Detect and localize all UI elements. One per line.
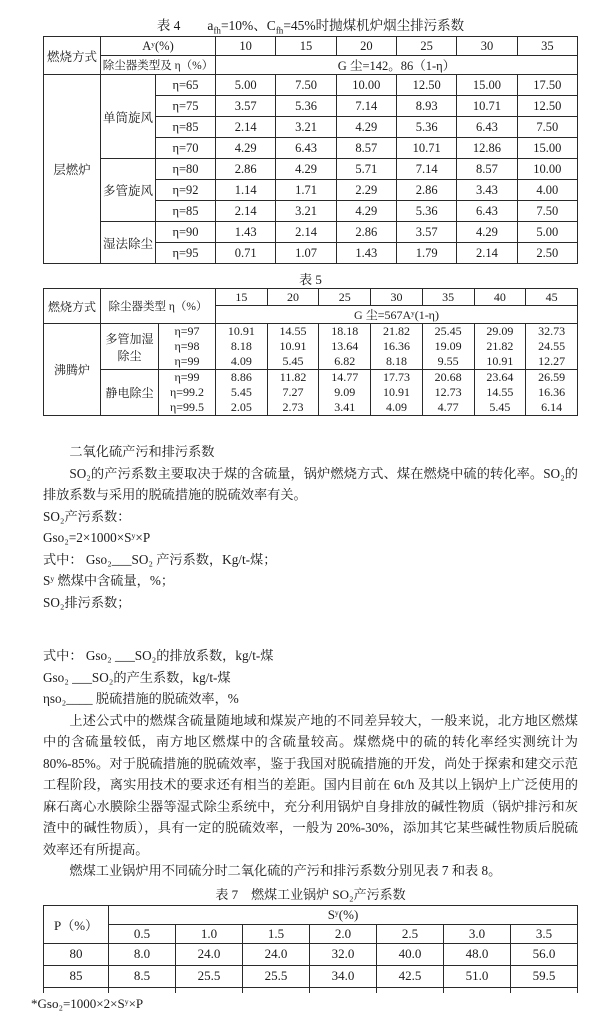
value-cell: 12.27 xyxy=(526,354,578,370)
value-cell: 6.43 xyxy=(457,117,517,138)
burn-mode-cell: 沸腾炉 xyxy=(44,324,101,416)
value-cell: 3.0 xyxy=(444,924,511,943)
value-cell: 7.27 xyxy=(267,385,319,400)
value-cell: 4.29 xyxy=(216,138,276,159)
value-cell: 5.00 xyxy=(517,222,577,243)
value-cell: 3.57 xyxy=(216,96,276,117)
value-cell: 2.14 xyxy=(276,222,336,243)
eta-cell: η=99.5 xyxy=(159,400,216,416)
table4-dust-emission xyxy=(43,36,578,264)
value-cell: 14.77 xyxy=(319,370,371,386)
table4-title xyxy=(43,16,578,36)
formula-definition: 式中： Gso₂ ___SO₂的排放系数，kg/t-煤 xyxy=(43,648,274,663)
value-cell: 15.00 xyxy=(517,138,577,159)
table-row xyxy=(44,324,578,340)
collector-group-cell: 多管旋风 xyxy=(101,159,156,222)
value-cell: 4.00 xyxy=(517,180,577,201)
value-cell: 40.0 xyxy=(377,943,444,965)
value-cell: 3.21 xyxy=(276,201,336,222)
value-cell: 1.0 xyxy=(176,924,243,943)
formula-header-cell: G 尘=567Aʸ(1-η) xyxy=(216,306,578,324)
value-cell: 6.82 xyxy=(319,354,371,370)
value-cell: 8.0 xyxy=(109,943,176,965)
value-cell: 10.91 xyxy=(371,385,423,400)
value-cell: 48.0 xyxy=(444,943,511,965)
value-cell: 18.18 xyxy=(319,324,371,340)
collector-type-header-cell: 除尘器类型及 η（%） xyxy=(101,56,216,75)
value-cell: 20 xyxy=(336,37,396,56)
value-cell: 8.18 xyxy=(371,354,423,370)
value-cell: 7.14 xyxy=(397,159,457,180)
ash-header-cell: Aʸ(%) xyxy=(101,37,216,56)
value-cell: 15 xyxy=(276,37,336,56)
value-cell: 8.18 xyxy=(216,339,268,354)
table-row xyxy=(44,965,578,987)
table4-title-text: =45%时抛煤机炉烟尘排污系数 xyxy=(283,18,465,33)
eta-cell: η=65 xyxy=(156,75,216,96)
formula-definition: ηso₂____ 脱硫措施的脱硫效率，% xyxy=(43,691,239,706)
eta-cell: η=75 xyxy=(156,96,216,117)
burn-mode-header-cell: 燃烧方式 xyxy=(44,289,101,324)
value-cell: 12.50 xyxy=(397,75,457,96)
value-cell: 17.73 xyxy=(371,370,423,386)
value-cell: 24.0 xyxy=(176,943,243,965)
value-cell: 25.5 xyxy=(176,965,243,987)
eta-cell: η=90 xyxy=(156,222,216,243)
table-row xyxy=(44,370,578,386)
value-cell: 24.0 xyxy=(243,943,310,965)
value-cell: 21.82 xyxy=(474,339,526,354)
eta-cell: η=99.2 xyxy=(159,385,216,400)
collector-type-header-cell: 除尘器类型 η（%） xyxy=(101,289,216,324)
p-header-cell: P（%） xyxy=(44,905,109,943)
formula-so2-production: Gso₂=2×1000×Sʸ×P xyxy=(43,530,151,545)
eta-cell: η=99 xyxy=(159,354,216,370)
value-cell: 16.36 xyxy=(526,385,578,400)
value-cell: 5.45 xyxy=(267,354,319,370)
value-cell: 45 xyxy=(526,289,578,306)
eta-cell: η=85 xyxy=(156,117,216,138)
paragraph-sulfur-content: 上述公式中的燃煤含硫量随地域和煤炭产地的不同差异较大，一般来说，北方地区燃煤中的含硫量较低，南方地区燃煤中的含硫量较高。煤燃烧中的硫的转化率经实测统计为 80%-85%。对于脱硫措施的脱硫效率，鉴于我国对脱硫措施的开发，尚处于探索和建交示范工程阶段，离实用技术的要求还有相当的差距。国内目前在 6t/h 及其以上锅炉上广泛使用的麻石离心水膜除尘器等湿式除尘系统中，充分利用锅炉自身排放的碱性物质（锅炉排污和灰渣中的碱性物质），具有一定的脱硫效率，一般为 20%-30%，添加其它某些碱性物质后脱硫效率还有所提高。 xyxy=(43,712,578,857)
value-cell: 12.50 xyxy=(517,96,577,117)
value-cell: 56.0 xyxy=(511,943,578,965)
value-cell: 9.55 xyxy=(422,354,474,370)
eta-cell: η=99 xyxy=(159,370,216,386)
table5-header-row1 xyxy=(44,289,578,306)
value-cell: 32.0 xyxy=(310,943,377,965)
value-cell: 25.45 xyxy=(422,324,474,340)
so2-section-heading: 二氧化硫产污和排污系数 xyxy=(69,444,215,459)
table4-title-text: =10%、C xyxy=(220,18,276,33)
value-cell: 4.29 xyxy=(457,222,517,243)
value-cell: 5.36 xyxy=(276,96,336,117)
collector-group-cell: 静电除尘 xyxy=(101,370,159,416)
value-cell: 0.5 xyxy=(109,924,176,943)
value-cell: 6.43 xyxy=(457,201,517,222)
value-cell: 2.73 xyxy=(267,400,319,416)
value-cell: 5.36 xyxy=(397,117,457,138)
value-cell: 1.43 xyxy=(336,243,396,264)
paragraph-so2-intro: SO₂的产污系数主要取决于煤的含硫量，锅炉燃烧方式、煤在燃烧中硫的转化率。SO₂的排放系数与采用的脱硫措施的脱硫效率有关。 xyxy=(43,465,578,502)
formula-definition: 式中： Gso₂___SO₂ 产污系数，Kg/t-煤； xyxy=(43,551,277,567)
value-cell: 25 xyxy=(397,37,457,56)
value-cell: 3.43 xyxy=(457,180,517,201)
value-cell: 6.14 xyxy=(526,400,578,416)
value-cell: 42.5 xyxy=(377,965,444,987)
value-cell: 7.14 xyxy=(336,96,396,117)
formula-definition: SO₂排污系数； xyxy=(43,594,131,610)
subscript-fh: fh xyxy=(275,25,284,36)
value-cell: 13.64 xyxy=(319,339,371,354)
table5-title: 表 5 xyxy=(299,272,322,287)
value-cell: 4.77 xyxy=(422,400,474,416)
value-cell: 4.09 xyxy=(216,354,268,370)
burn-mode-header-cell: 燃烧方式 xyxy=(44,37,101,75)
value-cell: 34.0 xyxy=(310,965,377,987)
table5-dust-emission xyxy=(43,288,578,416)
value-cell: 24.55 xyxy=(526,339,578,354)
value-cell: 4.29 xyxy=(336,117,396,138)
value-cell: 4.09 xyxy=(371,400,423,416)
value-cell: 40 xyxy=(474,289,526,306)
value-cell: 19.09 xyxy=(422,339,474,354)
value-cell: 17.50 xyxy=(517,75,577,96)
value-cell: 15.00 xyxy=(457,75,517,96)
eta-cell: η=97 xyxy=(159,324,216,340)
value-cell: 2.05 xyxy=(216,400,268,416)
table-row xyxy=(44,943,578,965)
value-cell: 5.36 xyxy=(397,201,457,222)
value-cell: 2.86 xyxy=(336,222,396,243)
value-cell: 2.14 xyxy=(216,201,276,222)
value-cell: 35 xyxy=(517,37,577,56)
table4-title-text: 表 4 a xyxy=(156,18,214,33)
value-cell: 10.00 xyxy=(336,75,396,96)
sy-header-cell: Sʸ(%) xyxy=(109,905,578,924)
value-cell: 15 xyxy=(216,289,268,306)
table4-header-row1 xyxy=(44,37,578,56)
value-cell: 7.50 xyxy=(276,75,336,96)
table-row xyxy=(44,75,578,96)
value-cell: 1.14 xyxy=(216,180,276,201)
value-cell: 10.91 xyxy=(267,339,319,354)
table7-title: 表 7 燃煤工业锅炉 SO₂产污系数 xyxy=(215,886,406,902)
eta-cell: η=92 xyxy=(156,180,216,201)
value-cell: 3.41 xyxy=(319,400,371,416)
burn-mode-cell: 层燃炉 xyxy=(44,75,101,264)
eta-cell: η=98 xyxy=(159,339,216,354)
value-cell: 14.55 xyxy=(267,324,319,340)
value-cell: 23.64 xyxy=(474,370,526,386)
value-cell: 1.71 xyxy=(276,180,336,201)
table4-header-row2 xyxy=(44,56,578,75)
value-cell: 10.91 xyxy=(474,354,526,370)
value-cell: 8.57 xyxy=(457,159,517,180)
value-cell: 0.71 xyxy=(216,243,276,264)
so2-coefficient-label: SO₂产污系数： xyxy=(43,508,131,524)
value-cell: 25 xyxy=(319,289,371,306)
value-cell: 1.79 xyxy=(397,243,457,264)
value-cell: 20.68 xyxy=(422,370,474,386)
value-cell: 10.00 xyxy=(517,159,577,180)
value-cell: 2.86 xyxy=(216,159,276,180)
table-row xyxy=(44,159,578,180)
value-cell: 30 xyxy=(371,289,423,306)
value-cell: 10.91 xyxy=(216,324,268,340)
value-cell: 2.29 xyxy=(336,180,396,201)
collector-group-cell: 多管加湿除尘 xyxy=(101,324,159,370)
value-cell: 25.5 xyxy=(243,965,310,987)
eta-cell: η=70 xyxy=(156,138,216,159)
value-cell: 6.43 xyxy=(276,138,336,159)
value-cell: 10.71 xyxy=(397,138,457,159)
value-cell: 2.50 xyxy=(517,243,577,264)
subscript-fh: fh xyxy=(213,25,221,36)
value-cell: 30 xyxy=(457,37,517,56)
collector-group-cell: 单筒旋风 xyxy=(101,75,156,159)
value-cell: 7.50 xyxy=(517,117,577,138)
value-cell: 14.55 xyxy=(474,385,526,400)
value-cell: 2.86 xyxy=(397,180,457,201)
so2-text-section xyxy=(43,441,578,882)
eta-cell: η=80 xyxy=(156,159,216,180)
value-cell: 51.0 xyxy=(444,965,511,987)
table7-so2-coefficients xyxy=(43,905,578,993)
value-cell: 20 xyxy=(267,289,319,306)
value-cell: 1.43 xyxy=(216,222,276,243)
value-cell: 35 xyxy=(422,289,474,306)
value-cell: 2.5 xyxy=(377,924,444,943)
value-cell: 59.5 xyxy=(511,965,578,987)
eta-cell: η=95 xyxy=(156,243,216,264)
value-cell: 5.71 xyxy=(336,159,396,180)
value-cell: 12.86 xyxy=(457,138,517,159)
table7-footnote: *Gso₂=1000×2×Sʸ×P xyxy=(31,995,144,1011)
value-cell: 10 xyxy=(216,37,276,56)
formula-header-cell: G 尘=142。86（1-η） xyxy=(216,56,578,75)
value-cell: 5.45 xyxy=(474,400,526,416)
paragraph-table-reference: 燃煤工业锅炉用不同硫分时二氧化硫的产污和排污系数分别见表 7 和表 8。 xyxy=(69,863,502,878)
value-cell: 2.0 xyxy=(310,924,377,943)
table-row xyxy=(44,222,578,243)
value-cell: 4.29 xyxy=(336,201,396,222)
value-cell: 5.45 xyxy=(216,385,268,400)
value-cell: 26.59 xyxy=(526,370,578,386)
value-cell: 9.09 xyxy=(319,385,371,400)
value-cell: 7.50 xyxy=(517,201,577,222)
value-cell: 2.14 xyxy=(216,117,276,138)
value-cell: 8.93 xyxy=(397,96,457,117)
value-cell: 32.73 xyxy=(526,324,578,340)
value-cell: 1.07 xyxy=(276,243,336,264)
p-value-cell: 85 xyxy=(44,965,109,987)
value-cell: 3.21 xyxy=(276,117,336,138)
collector-group-cell: 湿法除尘 xyxy=(101,222,156,264)
value-cell: 21.82 xyxy=(371,324,423,340)
formula-definition: Gso₂ ___SO₂的产生系数，kg/t-煤 xyxy=(43,669,231,685)
value-cell: 29.09 xyxy=(474,324,526,340)
value-cell: 3.5 xyxy=(511,924,578,943)
value-cell: 3.57 xyxy=(397,222,457,243)
value-cell: 10.71 xyxy=(457,96,517,117)
value-cell: 8.57 xyxy=(336,138,396,159)
value-cell: 4.29 xyxy=(276,159,336,180)
value-cell: 8.86 xyxy=(216,370,268,386)
formula-definition: Sʸ 燃煤中含硫量，%； xyxy=(43,573,175,588)
value-cell: 11.82 xyxy=(267,370,319,386)
value-cell: 8.5 xyxy=(109,965,176,987)
table7-header-row2 xyxy=(44,924,578,943)
eta-cell: η=85 xyxy=(156,201,216,222)
table7-header-row1 xyxy=(44,905,578,924)
value-cell: 5.00 xyxy=(216,75,276,96)
value-cell: 2.14 xyxy=(457,243,517,264)
p-value-cell: 80 xyxy=(44,943,109,965)
value-cell: 12.73 xyxy=(422,385,474,400)
value-cell: 1.5 xyxy=(243,924,310,943)
value-cell: 16.36 xyxy=(371,339,423,354)
